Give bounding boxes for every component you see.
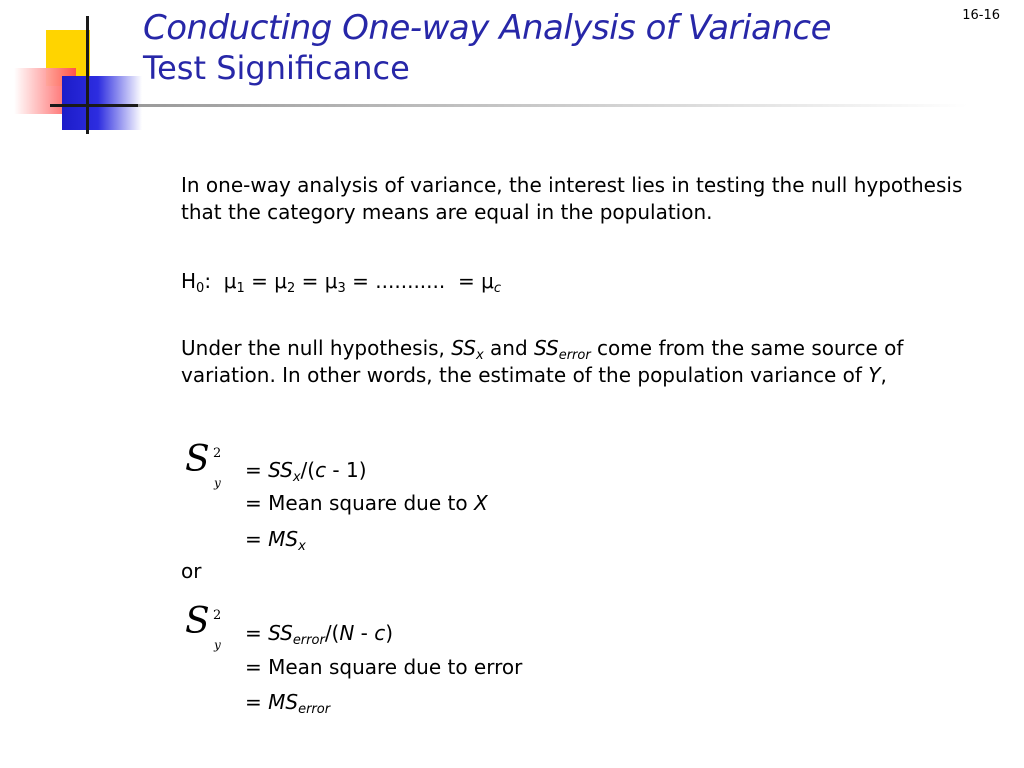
equation-mserror: = $MS_{error}$ [245,690,331,717]
null-hypothesis-paragraph: Under the null hypothesis, $SS_x$ and $SS_{error}$ come from the same source of variation. In other words, the estimate of the population variance of Y, [181,336,904,387]
equation-mean-square-error: = Mean square due to error [245,655,523,679]
equation-mean-square-x: = Mean square due to X [245,491,488,515]
equation-ssx-line: = $SS_x/(c - 1)$ [245,458,367,485]
intro-paragraph: In one-way analysis of variance, the interest lies in testing the null hypothesis that the category means are equal in the population. [181,173,963,224]
decorative-logo [0,0,150,140]
equation-sserror-line: = $SS_{error}/(N - c)$ [245,621,394,648]
slide-number: 16-16 [962,8,1000,23]
title-underline [138,104,968,107]
blue-square-shape [62,76,142,130]
variance-symbol: S 2 y [185,439,222,490]
title-line-1: Conducting One-way Analysis of Variance [143,8,832,48]
vertical-line-shape [86,16,89,134]
equation-msx: = $MS_x$ [245,527,306,554]
variance-symbol: S 2 y [185,601,222,652]
title-line-2: Test Significance [143,48,410,87]
or-text: or [181,559,202,583]
null-hypothesis-equation: $H_0$: $\mu_1 = \mu_2 = \mu_3$ = ........... = $\mu_c$ [181,269,501,296]
slide-title [143,8,831,87]
horizontal-line-shape [50,104,146,107]
